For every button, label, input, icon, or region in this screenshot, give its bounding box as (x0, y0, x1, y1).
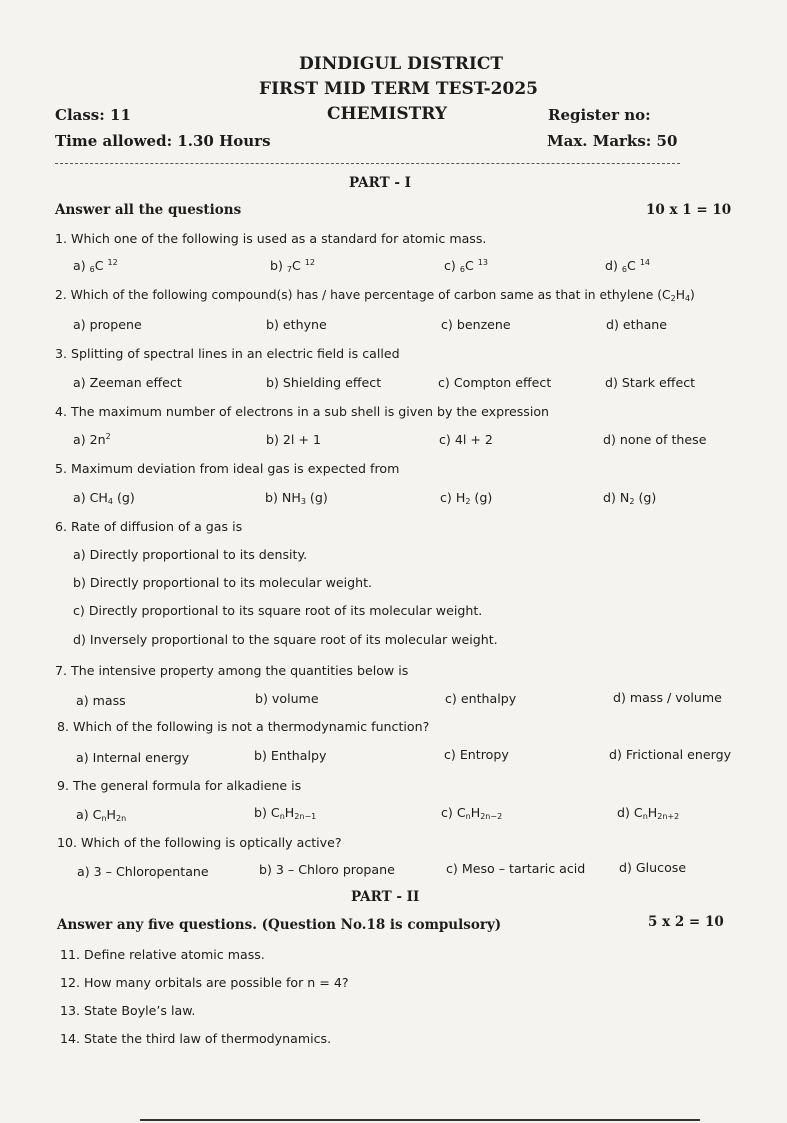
q7-option-b: b) volume (255, 691, 319, 706)
question-4: 4. The maximum number of electrons in a sub shell is given by the expression (55, 404, 550, 419)
q4-option-b: b) 2l + 1 (266, 432, 321, 447)
test-title: FIRST MID TERM TEST-2025 (259, 79, 538, 99)
question-5: 5. Maximum deviation from ideal gas is expected from (55, 461, 400, 476)
q1-option-c: c) $_6$C $^{13}$ (444, 258, 488, 274)
question-7: 7. The intensive property among the quantities below is (55, 663, 409, 678)
time-label: Time allowed: 1.30 Hours (55, 132, 271, 150)
q6-option-a: a) Directly proportional to its density. (73, 547, 308, 562)
q8-option-a: a) Internal energy (76, 750, 190, 765)
q6-option-c: c) Directly proportional to its square root of its molecular weight. (73, 603, 483, 618)
q3-option-d: d) Stark effect (605, 375, 696, 390)
q9-option-d: d) $C_nH_{2n+2}$ (617, 805, 680, 821)
q2-option-a: a) propene (73, 317, 142, 332)
question-1: 1. Which one of the following is used as a standard for atomic mass. (55, 231, 487, 246)
question-6: 6. Rate of diffusion of a gas is (55, 519, 243, 534)
marks-label: Max. Marks: 50 (547, 132, 678, 150)
q10-option-a: a) 3 – Chloropentane (77, 864, 209, 879)
header-divider (55, 163, 680, 164)
q4-option-d: d) none of these (603, 432, 707, 447)
subject-title: CHEMISTRY (327, 104, 447, 124)
q1-option-b: b) $_7$C $^{12}$ (270, 258, 316, 274)
q2-option-c: c) benzene (441, 317, 511, 332)
q10-option-d: d) Glucose (619, 860, 687, 875)
q10-option-b: b) 3 – Chloro propane (259, 862, 395, 877)
q4-option-a: a) $2n^2$ (73, 432, 111, 447)
page-bottom-line (140, 1119, 700, 1121)
part1-instruction: Answer all the questions (55, 202, 242, 218)
q8-option-b: b) Enthalpy (254, 748, 327, 763)
question-14: 14. State the third law of thermodynamics. (60, 1031, 332, 1046)
q6-option-b: b) Directly proportional to its molecular weight. (73, 575, 373, 590)
question-2: 2. Which of the following compound(s) has / have percentage of carbon same as that in ethylene $(C_2H_4)$ (55, 288, 695, 303)
question-12: 12. How many orbitals are possible for n = 4? (60, 975, 349, 990)
q6-option-d: d) Inversely proportional to the square root of its molecular weight. (73, 632, 498, 647)
q9-option-c: c) $C_nH_{2n-2}$ (441, 805, 503, 821)
district-title: DINDIGUL DISTRICT (299, 54, 504, 74)
q5-option-d: d) $N_2$ (g) (603, 490, 657, 506)
question-10: 10. Which of the following is optically active? (57, 835, 342, 850)
q3-option-c: c) Compton effect (438, 375, 552, 390)
part1-title: PART - I (349, 175, 411, 191)
part2-title: PART - II (351, 889, 420, 905)
q7-option-a: a) mass (76, 693, 126, 708)
q9-option-a: a) $C_nH_{2n}$ (76, 807, 127, 823)
q5-option-b: b) $NH_3$ (g) (265, 490, 328, 506)
q5-option-a: a) $CH_4$ (g) (73, 490, 135, 506)
q2-option-d: d) ethane (606, 317, 668, 332)
part1-marks: 10 x 1 = 10 (646, 202, 732, 218)
class-label: Class: 11 (55, 106, 131, 124)
q1-option-d: d) $_6$C $^{14}$ (605, 258, 651, 274)
q2-option-b: b) ethyne (266, 317, 327, 332)
q3-option-b: b) Shielding effect (266, 375, 382, 390)
q8-option-c: c) Entropy (444, 747, 509, 762)
q3-option-a: a) Zeeman effect (73, 375, 182, 390)
q7-option-c: c) enthalpy (445, 691, 517, 706)
register-label: Register no: (548, 106, 651, 124)
question-3: 3. Splitting of spectral lines in an electric field is called (55, 346, 400, 361)
q5-option-c: c) $H_2$ (g) (440, 490, 493, 506)
question-9: 9. The general formula for alkadiene is (57, 778, 302, 793)
q7-option-d: d) mass / volume (613, 690, 722, 705)
q10-option-c: c) Meso – tartaric acid (446, 861, 586, 876)
q1-option-a: a) $_6$C $^{12}$ (73, 258, 118, 274)
question-11: 11. Define relative atomic mass. (60, 947, 265, 962)
q9-option-b: b) $C_nH_{2n-1}$ (254, 805, 317, 821)
q8-option-d: d) Frictional energy (609, 747, 732, 762)
question-13: 13. State Boyle’s law. (60, 1003, 196, 1018)
question-8: 8. Which of the following is not a thermodynamic function? (57, 719, 430, 734)
part2-marks: 5 x 2 = 10 (648, 914, 724, 930)
part2-instruction: Answer any five questions. (Question No.18 is compulsory) (57, 917, 502, 933)
q4-option-c: c) 4l + 2 (439, 432, 493, 447)
